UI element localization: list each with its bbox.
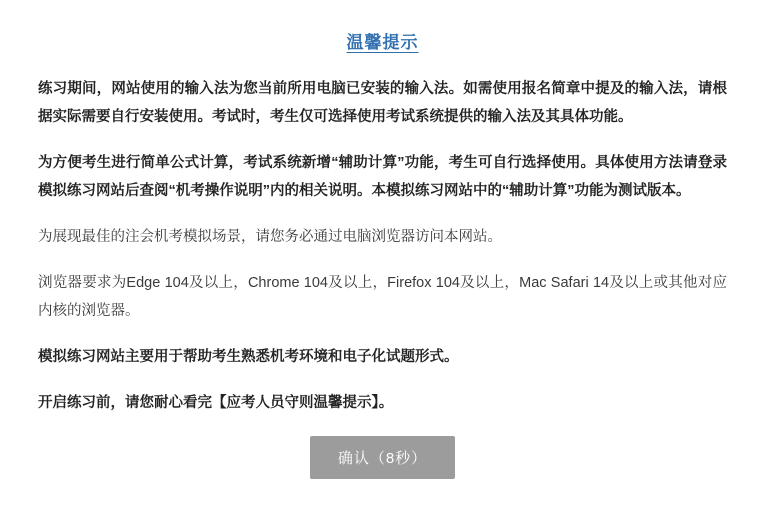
notice-paragraph-4: 浏览器要求为Edge 104及以上，Chrome 104及以上，Firefox 104及以上，Mac Safari 14及以上或其他对应内核的浏览器。 (38, 275, 727, 319)
notice-paragraph-1: 练习期间，网站使用的输入法为您当前所用电脑已安装的输入法。如需使用报名简章中提及的输入法，请根据实际需要自行安装使用。考试时，考生仅可选择使用考试系统提供的输入法及其具体功能。 (38, 81, 727, 125)
confirm-button[interactable]: 确认（8秒） (310, 436, 455, 479)
dialog-body (0, 53, 765, 417)
page-title: 温馨提示 (346, 33, 419, 52)
notice-paragraph-3: 为展现最佳的注会机考模拟场景，请您务必通过电脑浏览器访问本网站。 (38, 229, 502, 245)
notice-paragraph-2: 为方便考生进行简单公式计算，考试系统新增“辅助计算”功能，考生可自行选择使用。具体使用方法请登录模拟练习网站后查阅“机考操作说明”内的相关说明。本模拟练习网站中的“辅助计算”功能为测试版本。 (38, 155, 727, 199)
notice-paragraph-5: 模拟练习网站主要用于帮助考生熟悉机考环境和电子化试题形式。 (38, 349, 459, 365)
dialog-footer (0, 436, 765, 479)
dialog-title-area (0, 0, 765, 53)
notice-paragraph-6: 开启练习前，请您耐心看完【应考人员守则温馨提示】。 (38, 395, 394, 411)
